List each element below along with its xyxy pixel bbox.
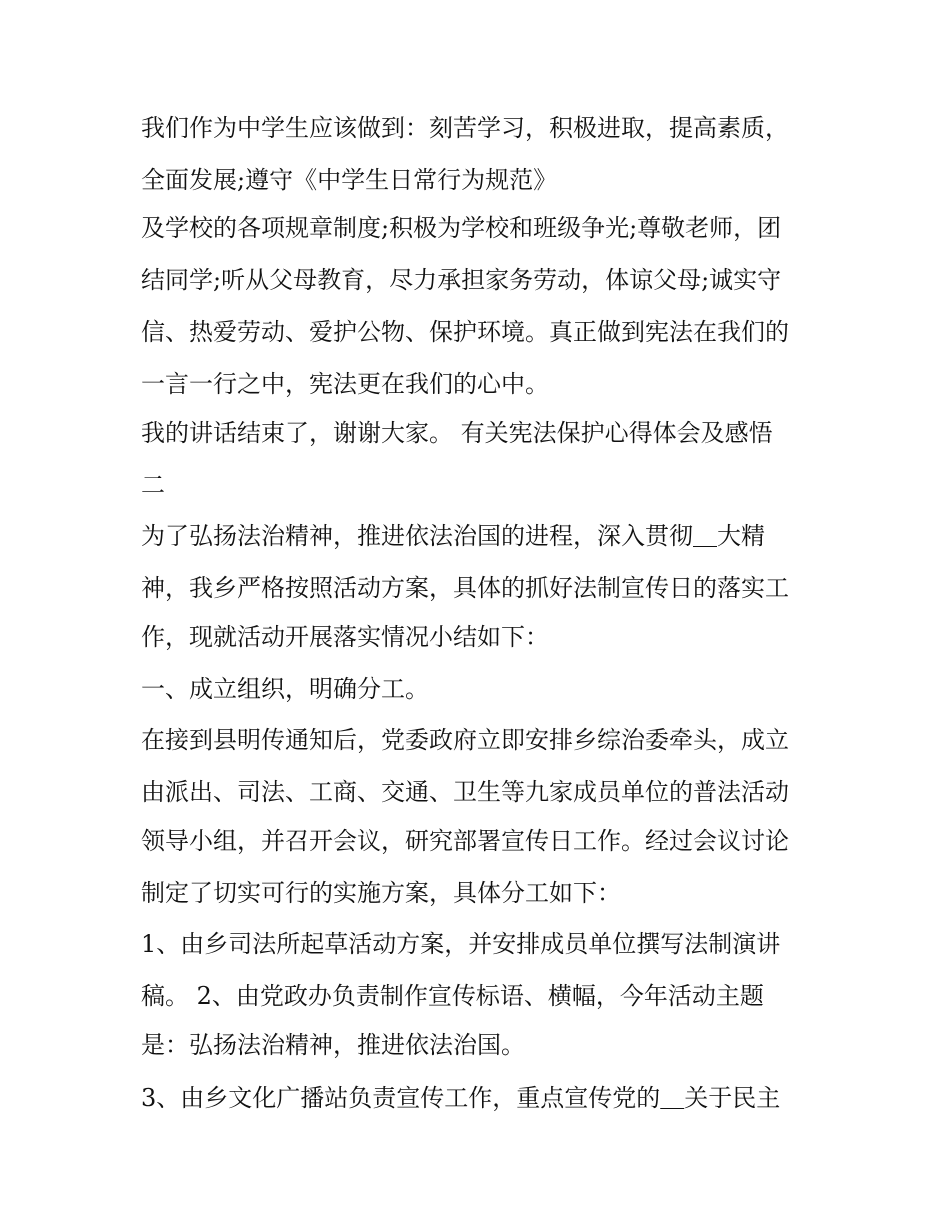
text-line: 是：弘扬法治精神，推进依法治国。 [141,1031,525,1059]
text-line: 神，我乡严格按照活动方案，具体的抓好法制宣传日的落实工 [141,574,789,602]
text-line: 信、热爱劳动、爱护公物、保护环境。真正做到宪法在我们的 [141,318,789,346]
text-line: 一言一行之中，宪法更在我们的心中。 [141,370,549,398]
text-line: 作，现就活动开展落实情况小结如下： [141,623,549,651]
text-line: 二 [141,471,165,499]
section-heading: 一、成立组织，明确分工。 [141,675,429,703]
text-line: 3、由乡文化广播站负责宣传工作，重点宣传党的＿关于民主 [141,1084,781,1112]
text-line: 及学校的各项规章制度;积极为学校和班级争光;尊敬老师，团 [141,214,782,242]
text-line: 为了弘扬法治精神，推进依法治国的进程，深入贯彻＿大精 [141,522,765,550]
text-line: 由派出、司法、工商、交通、卫生等九家成员单位的普法活动 [141,778,789,806]
text-line: 我的讲话结束了，谢谢大家。 有关宪法保护心得体会及感悟 [141,419,773,447]
text-line: 制定了切实可行的实施方案，具体分工如下： [141,879,621,907]
text-line: 我们作为中学生应该做到：刻苦学习，积极进取，提高素质， [141,114,789,142]
text-line: 1、由乡司法所起草活动方案，并安排成员单位撰写法制演讲 [141,930,781,958]
text-line: 在接到县明传通知后，党委政府立即安排乡综治委牵头，成立 [141,726,789,754]
text-line: 结同学;听从父母教育，尽力承担家务劳动，体谅父母;诚实守 [141,266,782,294]
text-line: 全面发展;遵守《中学生日常行为规范》 [141,166,558,194]
text-line: 领导小组，并召开会议，研究部署宣传日工作。经过会议讨论 [141,827,789,855]
text-line: 稿。 2、由党政办负责制作宣传标语、横幅，今年活动主题 [141,982,764,1010]
